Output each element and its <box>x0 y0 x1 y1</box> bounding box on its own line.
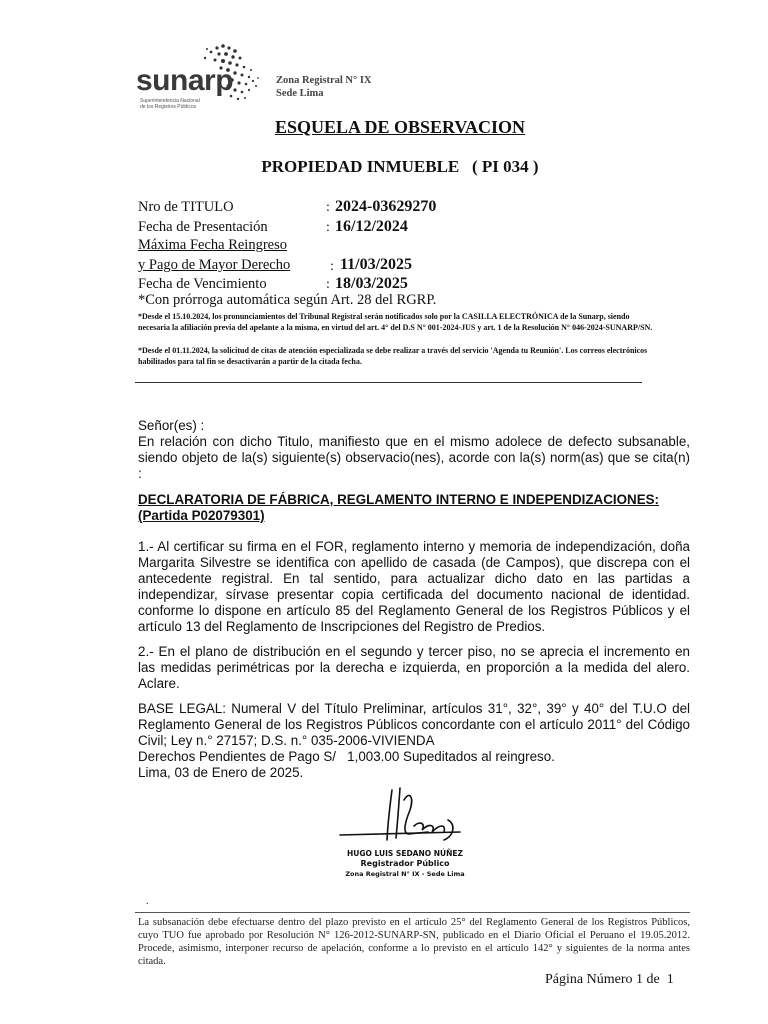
registrar-office: Zona Registral N° IX - Sede Lima <box>345 870 465 878</box>
vencimiento-value: 18/03/2025 <box>335 275 408 292</box>
max-fecha-value: 11/03/2025 <box>340 256 413 273</box>
zona-line-1: Zona Registral N° IX <box>276 75 372 86</box>
titulo-value: 2024-03629270 <box>335 198 437 215</box>
footer-text: La subsanación debe efectuarse dentro del plazo previsto en el artículo 25° del Reglamento General de los Registros Públicos, cuyo TUO fue aprobado por Resolución N° 126-2012-SUNARP-SN, publicado en el Diario Oficial el Peruano el 19.05.2012. Procede, asimismo, interponer recurso de apelación, conforme a lo previsto en el artículo 142° y siguientes de la norma antes citada. <box>138 917 690 967</box>
document-title: ESQUELA DE OBSERVACION <box>274 117 526 137</box>
presentacion-label: Fecha de Presentación <box>138 219 268 235</box>
zona-registral <box>276 74 372 100</box>
vencimiento-label: Fecha de Vencimiento <box>138 276 267 292</box>
fecha-lugar: Lima, 03 de Enero de 2025. <box>138 765 304 780</box>
registrar-name: HUGO LUIS SEDANO NÚÑEZ <box>347 849 463 858</box>
derechos-pendientes: Derechos Pendientes de Pago S/ 1,003.00 Supeditados al reingreso. <box>138 749 555 764</box>
max-fecha-colon: : <box>330 259 334 274</box>
handwritten-signature <box>330 780 470 850</box>
presentacion-value: 16/12/2024 <box>335 218 408 235</box>
observation-2: 2.- En el plano de distribución en el segundo y tercer piso, no se aprecia el incremento en las medidas perimétricas por la derecha e izquierda, en proporción a la medida del alero. Aclare. <box>138 644 690 691</box>
brand-subtitle-2: de los Registros Públicos <box>140 104 197 110</box>
document-subtitle: PROPIEDAD INMUEBLE ( PI 034 ) <box>261 157 539 176</box>
max-fecha-label-2: y Pago de Mayor Derecho <box>138 257 291 273</box>
observation-1: 1.- Al certificar su firma en el FOR, reglamento interno y memoria de independización, doña Margarita Silvestre se identifica con apellido de casada (de Campos), que discrepa con el antecedente registral. En tal sentido, para actualizar dicho dato en las partidas a independizar, sírvase presentar copia certificada del documento nacional de identidad. conforme lo dispone en artículo 85 del Reglamento General de los Registros Públicos y el artículo 13 del Reglamento de Inscripciones del Registro de Predios. <box>138 539 690 634</box>
separator-line <box>135 382 642 383</box>
max-fecha-label-1: Máxima Fecha Reingreso <box>138 237 287 253</box>
section-title-line-2: (Partida P02079301) <box>138 508 265 523</box>
brand-subtitle-1: Superintendencia Nacional <box>140 98 200 104</box>
base-legal: BASE LEGAL: Numeral V del Título Preliminar, artículos 31°, 32°, 39° y 40° del T.U.O del Reglamento General de los Registros Públicos concordante con el artículo 2011° del Código Civil; Ley n.° 27157; D.S. n.° 035-2006-VIVIENDA <box>138 701 690 748</box>
notice-1: *Desde el 15.10.2024, los pronunciamientos del Tribunal Registral serán notificados solo por la CASILLA ELECTRÓNICA de la Sunarp, siendo necesaria la afiliación previa del apelante a la misma, en virtud del art. 4° del D.S N° 001-2024-JUS y art. 1 de la Resolución N° 046-2024-SUNARP/SN. <box>138 312 653 332</box>
registrar-role: Registrador Público <box>360 859 450 868</box>
section-title-line-1: DECLARATORIA DE FÁBRICA, REGLAMENTO INTERNO E INDEPENDIZACIONES: <box>138 492 660 507</box>
titulo-label: Nro de TITULO <box>138 199 234 215</box>
brand-wordmark: sunarp <box>136 64 234 97</box>
section-title <box>138 492 690 524</box>
zona-line-2: Sede Lima <box>276 88 324 99</box>
page-number: Página Número 1 de 1 <box>545 972 674 987</box>
vencimiento-colon: : <box>326 277 330 292</box>
presentacion-colon: : <box>326 220 330 235</box>
prorroga-note: *Con prórroga automática según Art. 28 del RGRP. <box>138 292 437 308</box>
intro-paragraph: En relación con dicho Titulo, manifiesto que en el mismo adolece de defecto subsanable, siendo objeto de la(s) siguiente(s) observacio(nes), acorde con la(s) norm(as) que se cita(n) : <box>138 434 690 481</box>
notice-2: *Desde el 01.11.2024, la solicitud de citas de atención especializada se debe realizar a través del servicio 'Agenda tu Reunión'. Los correos electrónicos habilitados para tal fin se desactivarán a partir de la citada fecha. <box>138 346 648 366</box>
footer-dot: . <box>146 896 149 907</box>
titulo-colon: : <box>326 200 330 215</box>
footer-separator <box>135 912 690 913</box>
salutation: Señor(es) : <box>138 418 205 433</box>
